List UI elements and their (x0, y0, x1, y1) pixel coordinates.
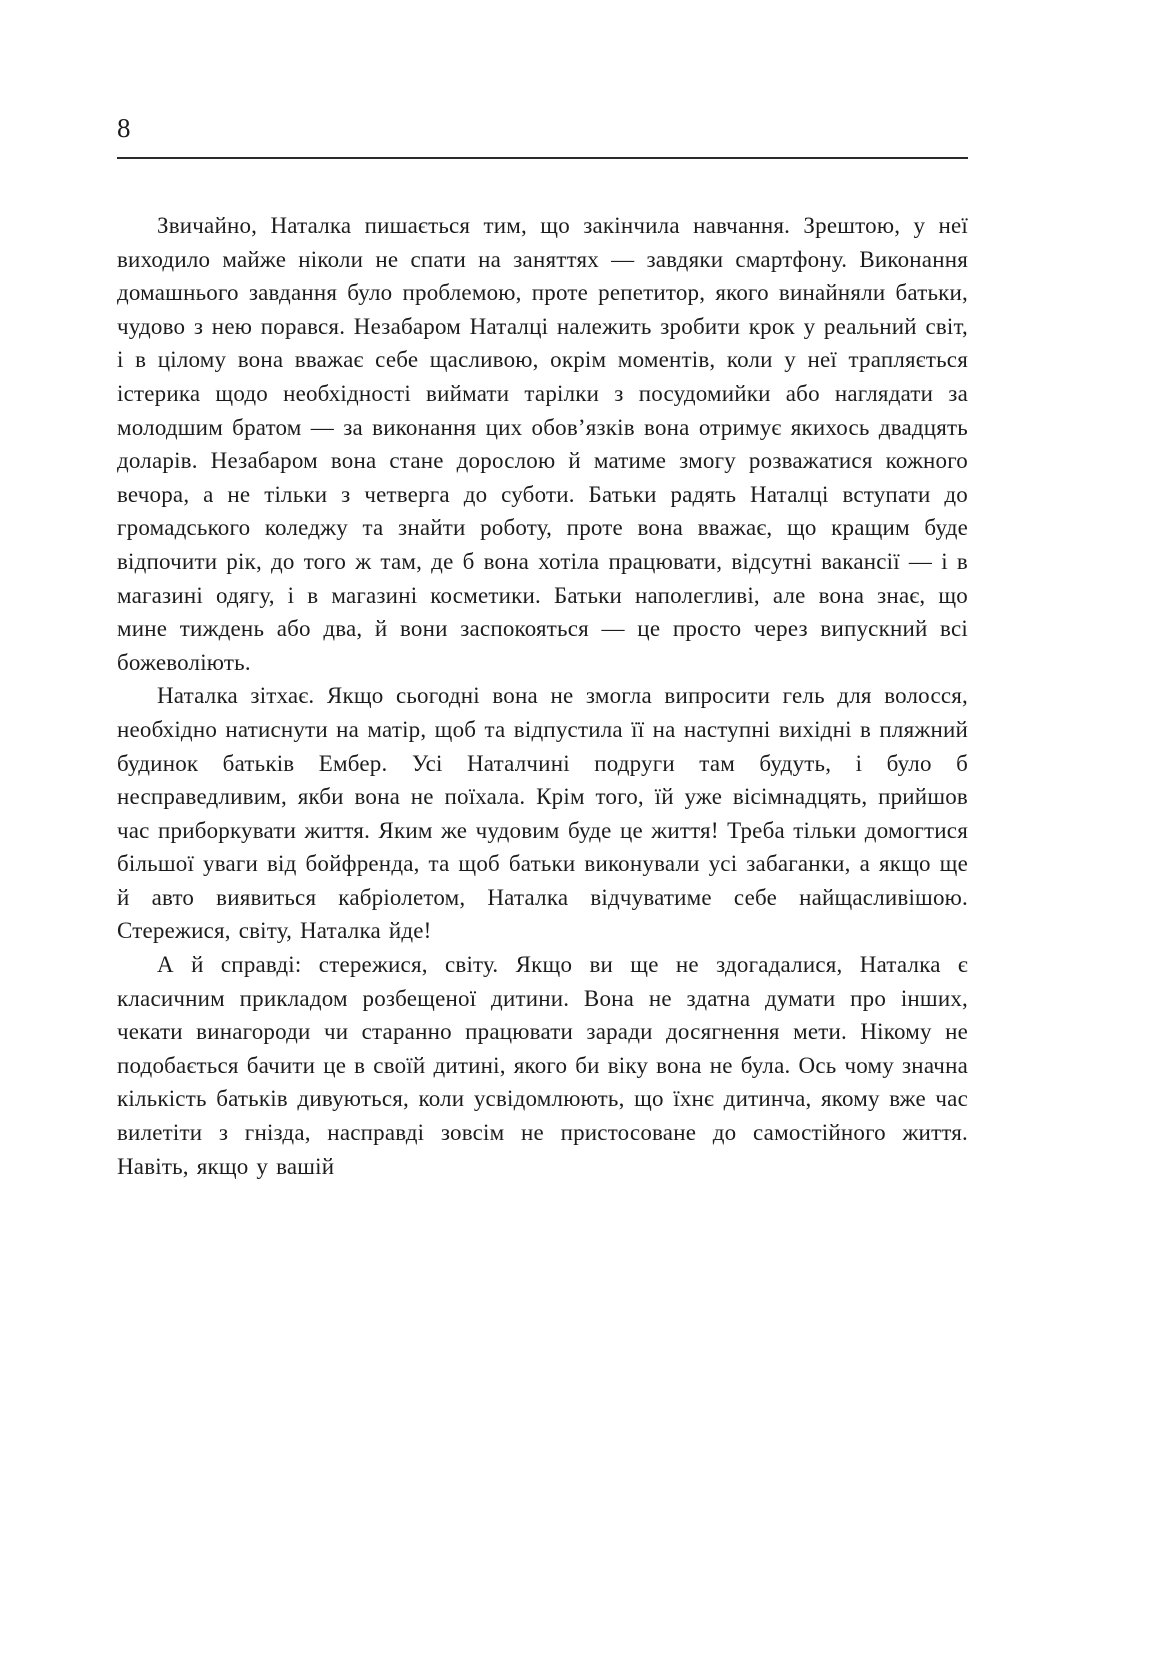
page-body (117, 209, 968, 1183)
paragraph: Звичайно, Наталка пишається тим, що закінчила навчання. Зрештою, у неї виходило майже ніколи не спати на заняттях — завдяки смартфону. Виконання домашнього завдання було проблемою, проте репетитор, якого винайняли батьки, чудово з нею порався. Незабаром Наталці належить зробити крок у реальний світ, і в цілому вона вважає себе щасливою, окрім моментів, коли у неї трапляється істерика щодо необхідності виймати тарілки з посудомийки або наглядати за молодшим братом — за виконання цих обов’язків вона отримує якихось двадцять доларів. Незабаром вона стане дорослою й матиме змогу розважатися кожного вечора, а не тільки з четверга до суботи. Батьки радять Наталці вступати до громадського коледжу та знайти роботу, проте вона вважає, що кращим буде відпочити рік, до того ж там, де б вона хотіла працювати, відсутні вакансії — і в магазині одягу, і в магазині косметики. Батьки наполегливі, але вона знає, що мине тиждень або два, й вони заспокояться — це просто через випускний всі божеволіють. (117, 213, 968, 675)
page-number: 8 (117, 113, 131, 143)
header-rule (117, 157, 968, 159)
page-header (117, 112, 968, 159)
paragraph: Наталка зітхає. Якщо сьогодні вона не змогла випросити гель для волосся, необхідно натиснути на матір, щоб та відпустила її на наступні вихідні в пляжний будинок батьків Ембер. Усі Наталчині подруги там будуть, і було б несправедливим, якби вона не поїхала. Крім того, їй уже вісімнадцять, прийшов час приборкувати життя. Яким же чудовим буде це життя! Треба тільки домогтися більшої уваги від бойфренда, та щоб батьки виконували усі забаганки, а якщо ще й авто виявиться кабріолетом, Наталка відчуватиме себе найщасливішою. Стережися, світу, Наталка йде! (117, 683, 968, 944)
paragraph: А й справді: стережися, світу. Якщо ви ще не здогадалися, Наталка є класичним прикладом розбещеної дитини. Вона не здатна думати про інших, чекати винагороди чи старанно працювати заради досягнення мети. Нікому не подобається бачити це в своїй дитині, якого би віку вона не була. Ось чому значна кількість батьків дивуються, коли усвідомлюють, що їхнє дитинча, якому вже час вилетіти з гнізда, насправді зовсім не пристосоване до самостійного життя. Навіть, якщо у вашій (117, 952, 968, 1179)
